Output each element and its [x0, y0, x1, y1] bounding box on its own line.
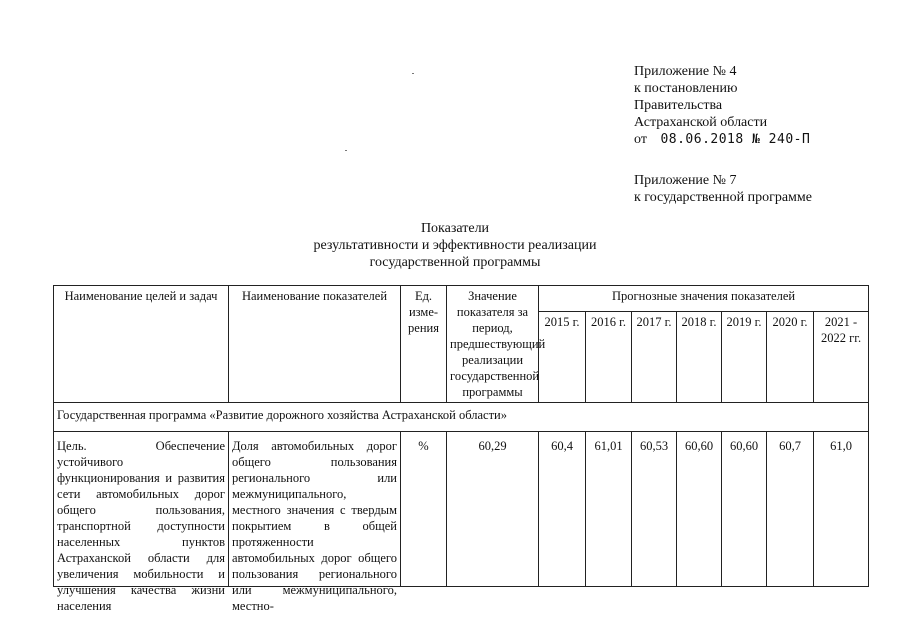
value-cell: 60,60	[722, 432, 767, 587]
value-cell: 61,01	[586, 432, 632, 587]
annex-line: Приложение № 4	[634, 64, 737, 79]
header-year: 2017 г.	[632, 311, 677, 402]
title-line: Показатели	[420, 221, 490, 236]
header-prior-value: Значение показателя за период, предшествующий реализации государственной программы	[447, 286, 539, 403]
annex-line: Приложение № 7	[634, 173, 737, 188]
header-indicators: Наименование показателей	[229, 286, 401, 403]
header-year: 2015 г.	[539, 311, 586, 402]
unit-cell: %	[401, 432, 447, 587]
date-number-stamp: 08.06.2018 № 240-П	[660, 132, 811, 147]
program-name: Государственная программа «Развитие дорожного хозяйства Астраханской области»	[54, 403, 869, 432]
annex-header-top	[634, 63, 810, 148]
annex-header-bottom	[634, 172, 812, 206]
header-goals: Наименование целей и задач	[54, 286, 229, 403]
header-year: 2020 г.	[767, 311, 814, 402]
document-title	[240, 220, 670, 271]
annex-line: к постановлению	[634, 81, 738, 96]
goal-text: Цель. Обеспечение устойчивого функционирования и развития сети автомобильных дорог общего пользования, транспортной доступности населенных пунктов Астраханской области для увеличения мобильности и улучшения качества жизни населения	[57, 439, 225, 613]
value-cell: 61,0	[814, 432, 869, 587]
header-forecast: Прогнозные значения показателей	[539, 286, 869, 312]
title-line: государственной программы	[369, 255, 541, 270]
annex-line: к государственной программе	[634, 190, 812, 205]
header-unit: Ед. изме-рения	[401, 286, 447, 403]
title-line: результативности и эффективности реализации	[313, 238, 597, 253]
header-row	[54, 286, 869, 312]
value-cell: 60,4	[539, 432, 586, 587]
header-year: 2021 - 2022 гг.	[814, 311, 869, 402]
prior-value-cell: 60,29	[447, 432, 539, 587]
program-row	[54, 403, 869, 432]
goal-cell	[54, 432, 229, 613]
indicator-text: Доля автомобильных дорог общего пользования регионального или межмуниципального, местного значения с твердым покрытием в общей протяженности автомобильных дорог общего пользования регионального или межмуниципального, местно-	[232, 439, 397, 613]
annex-date-line	[634, 131, 810, 148]
value-cell: 60,53	[632, 432, 677, 587]
indicators-table	[53, 285, 869, 613]
annex-line: Правительства	[634, 98, 723, 113]
indicator-cell	[229, 432, 401, 613]
annex-line: Астраханской области	[634, 115, 768, 130]
header-year: 2018 г.	[677, 311, 722, 402]
header-year: 2019 г.	[722, 311, 767, 402]
date-prefix: от	[634, 132, 647, 147]
value-cell: 60,7	[767, 432, 814, 587]
scan-speck	[345, 150, 347, 151]
table-row	[54, 432, 869, 587]
value-cell: 60,60	[677, 432, 722, 587]
header-year: 2016 г.	[586, 311, 632, 402]
scan-speck	[412, 73, 414, 74]
